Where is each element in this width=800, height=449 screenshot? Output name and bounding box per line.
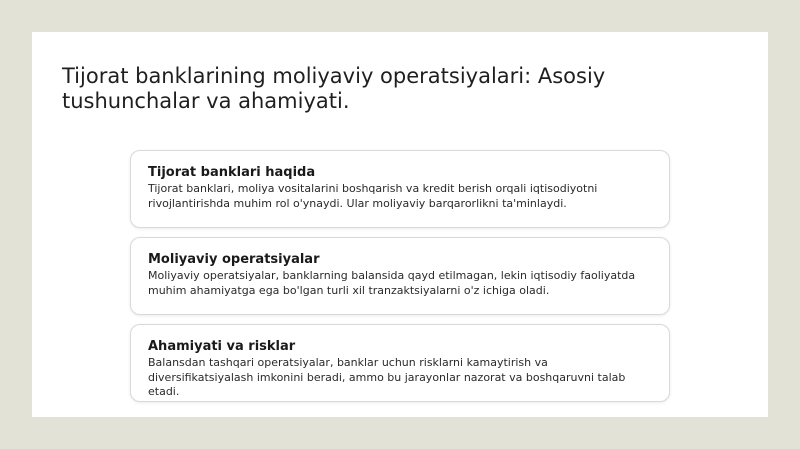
card-heading: Moliyaviy operatsiyalar (148, 252, 320, 267)
card-text: Balansdan tashqari operatsiyalar, banklar uchun risklarni kamaytirish va diversifikatsiyalash imkonini beradi, ammo bu jarayonlar nazorat va boshqaruvni talab etadi. (148, 356, 626, 398)
card-text: Moliyaviy operatsiyalar, banklarning balansida qayd etilmagan, lekin iqtisodiy faoliyatda muhim ahamiyatga ega bo'lgan turli xil tranzaktsiyalarni o'z ichiga oladi. (148, 269, 636, 297)
card-heading: Tijorat banklari haqida (148, 165, 316, 180)
card-list (130, 150, 670, 411)
slide-title: Tijorat banklarining moliyaviy operatsiyalari: Asosiy tushunchalar va ahamiyati. (62, 64, 606, 113)
card-importance-and-risks (130, 324, 670, 402)
card-text: Tijorat banklari, moliya vositalarini boshqarish va kredit berish orqali iqtisodiyotni rivojlantirishda muhim rol o'ynaydi. Ular moliyaviy barqarorlikni ta'minlaydi. (148, 182, 598, 210)
card-heading: Ahamiyati va risklar (148, 339, 296, 354)
card-financial-operations (130, 237, 670, 315)
slide (32, 32, 768, 417)
card-about-commercial-banks (130, 150, 670, 228)
